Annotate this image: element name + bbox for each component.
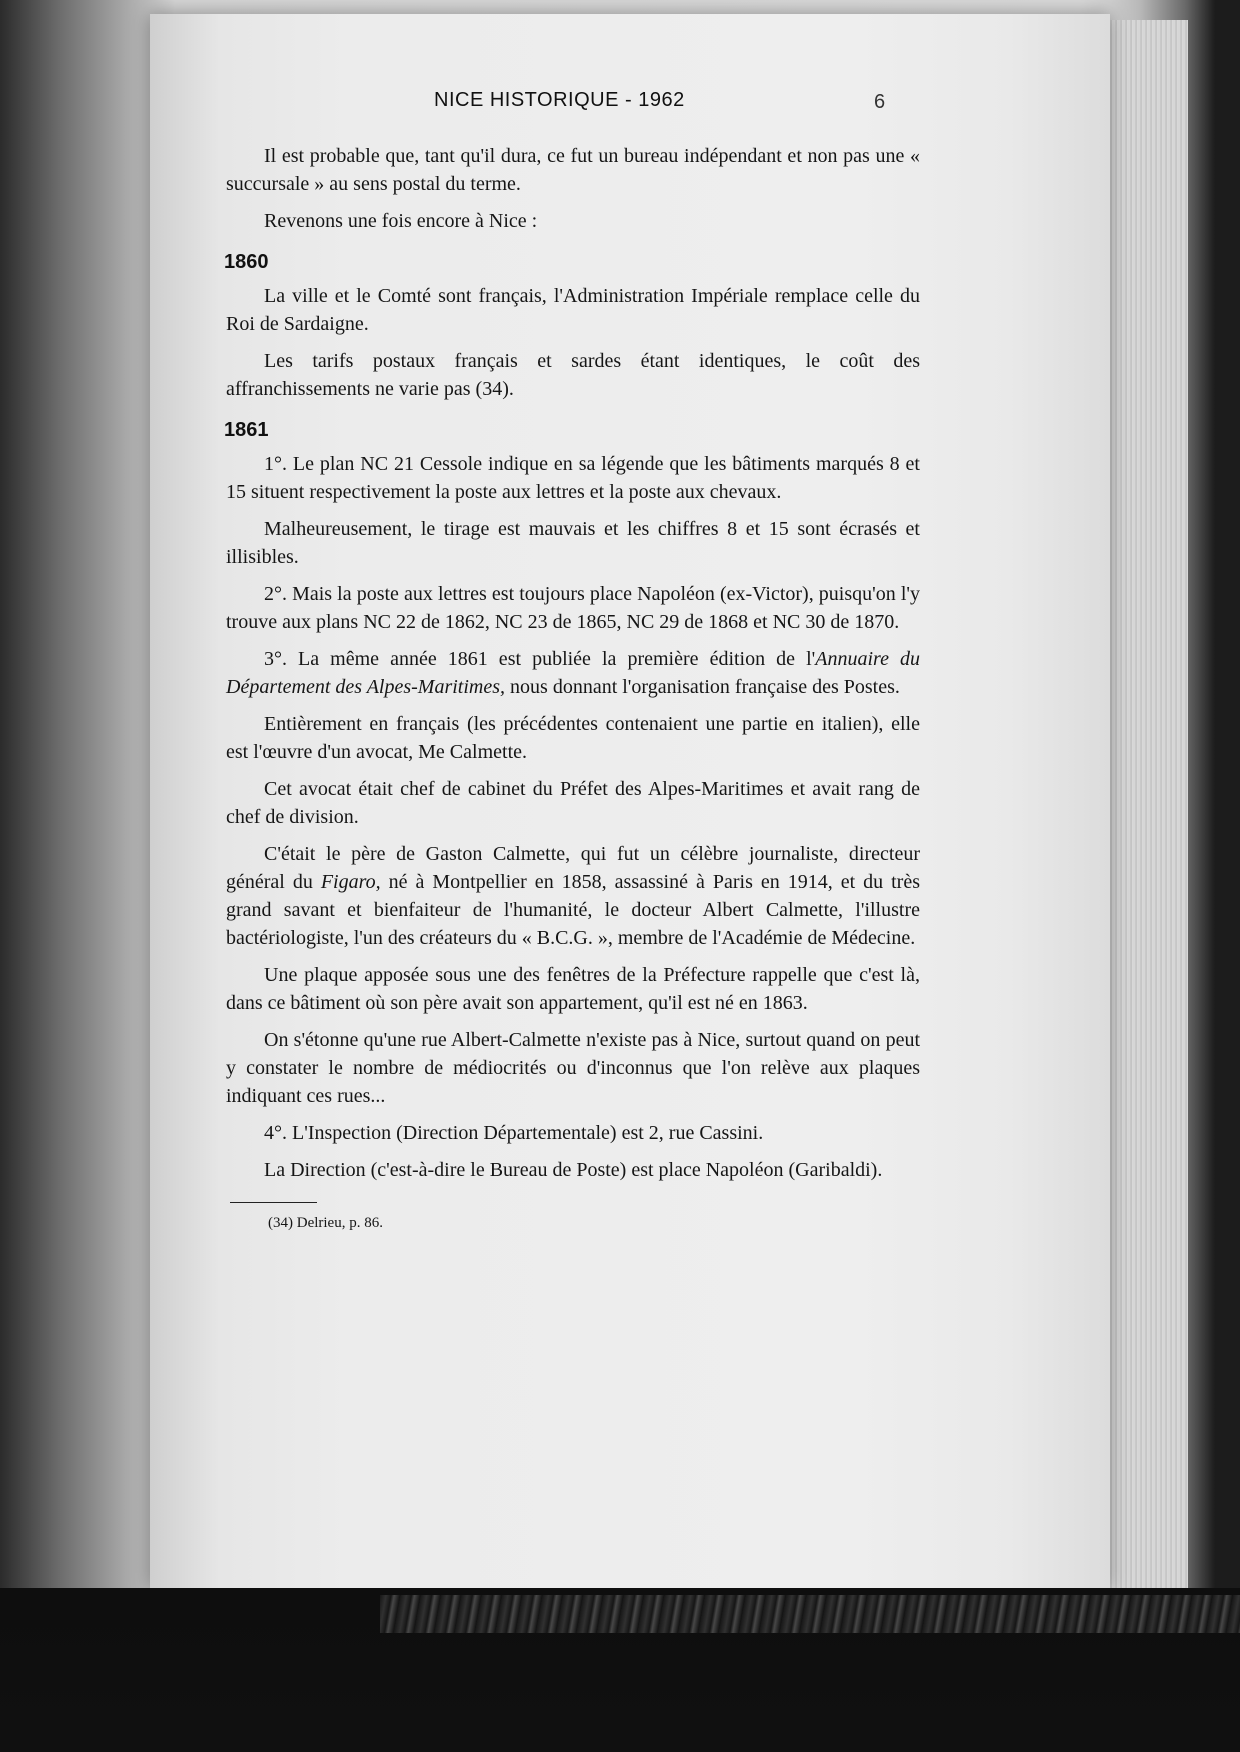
page-number: 6	[874, 91, 886, 113]
paragraph-3: La ville et le Comté sont français, l'Administration Impériale remplace celle du Roi de Sardaigne.	[226, 285, 920, 335]
paragraph-11	[226, 840, 920, 952]
paragraph-8	[226, 645, 920, 701]
paragraph-8-end: nous donnant l'organisation française des Postes.	[505, 676, 900, 698]
paragraph-13: On s'étonne qu'une rue Albert-Calmette n'existe pas à Nice, surtout quand on peut y constater le nombre de médiocrités ou d'inconnus que l'on relève aux plaques indiquant ces rues...	[226, 1029, 920, 1107]
paragraph-5: 1°. Le plan NC 21 Cessole indique en sa légende que les bâtiments marqués 8 et 15 situent respectivement la poste aux lettres et la poste aux chevaux.	[226, 453, 920, 503]
paragraph-11-start: C'était le père de Gaston Calmette, qui fut un célèbre journaliste, directeur général du	[226, 843, 920, 893]
footnote-divider	[230, 1202, 317, 1203]
page-body	[226, 142, 920, 1237]
paragraph-12: Une plaque apposée sous une des fenêtres de la Préfecture rappelle que c'est là, dans ce bâtiment où son père avait son appartement, qu'il est né en 1863.	[226, 964, 920, 1014]
scanner-artifact	[380, 1595, 1240, 1633]
paragraph-7: 2°. Mais la poste aux lettres est toujours place Napoléon (ex-Victor), puisqu'on l'y trouve aux plans NC 22 de 1862, NC 23 de 1865, NC 29 de 1868 et NC 30 de 1870.	[226, 583, 920, 633]
paragraph-4: Les tarifs postaux français et sardes étant identiques, le coût des affranchissements ne varie pas (34).	[226, 350, 920, 400]
paragraph-10: Cet avocat était chef de cabinet du Préfet des Alpes-Maritimes et avait rang de chef de division.	[226, 778, 920, 828]
paragraph-1: Il est probable que, tant qu'il dura, ce fut un bureau indépendant et non pas une « succursale » au sens postal du terme.	[226, 145, 920, 195]
book-page-edges	[1108, 20, 1188, 1590]
paragraph-15: La Direction (c'est-à-dire le Bureau de Poste) est place Napoléon (Garibaldi).	[264, 1159, 883, 1181]
paragraph-14: 4°. L'Inspection (Direction Départementale) est 2, rue Cassini.	[264, 1122, 764, 1144]
figaro-title: Figaro,	[320, 871, 381, 893]
paragraph-11-end: né à Montpellier en 1858, assassiné à Paris en 1914, et du très grand savant et bienfaiteur de l'humanité, le docteur Albert Calmette, l'illustre bactériologiste, l'un des créateurs du « B.C.G. », membre de l'Académie de Médecine.	[226, 871, 920, 949]
heading-1860: 1860	[224, 251, 269, 273]
paragraph-6: Malheureusement, le tirage est mauvais et les chiffres 8 et 15 sont écrasés et illisibles.	[226, 518, 920, 568]
paragraph-9: Entièrement en français (les précédentes contenaient une partie en italien), elle est l'œuvre d'un avocat, Me Calmette.	[226, 713, 920, 763]
footnote: (34) Delrieu, p. 86.	[268, 1215, 383, 1231]
heading-1861: 1861	[224, 419, 269, 441]
annuaire-title: Annuaire du Département des Alpes-Maritimes,	[226, 648, 920, 698]
paragraph-2: Revenons une fois encore à Nice :	[264, 210, 538, 232]
paragraph-8-start: 3°. La même année 1861 est publiée la première édition de l'	[264, 648, 816, 670]
running-header	[434, 89, 1134, 112]
header-title: NICE HISTORIQUE - 1962	[434, 89, 685, 111]
